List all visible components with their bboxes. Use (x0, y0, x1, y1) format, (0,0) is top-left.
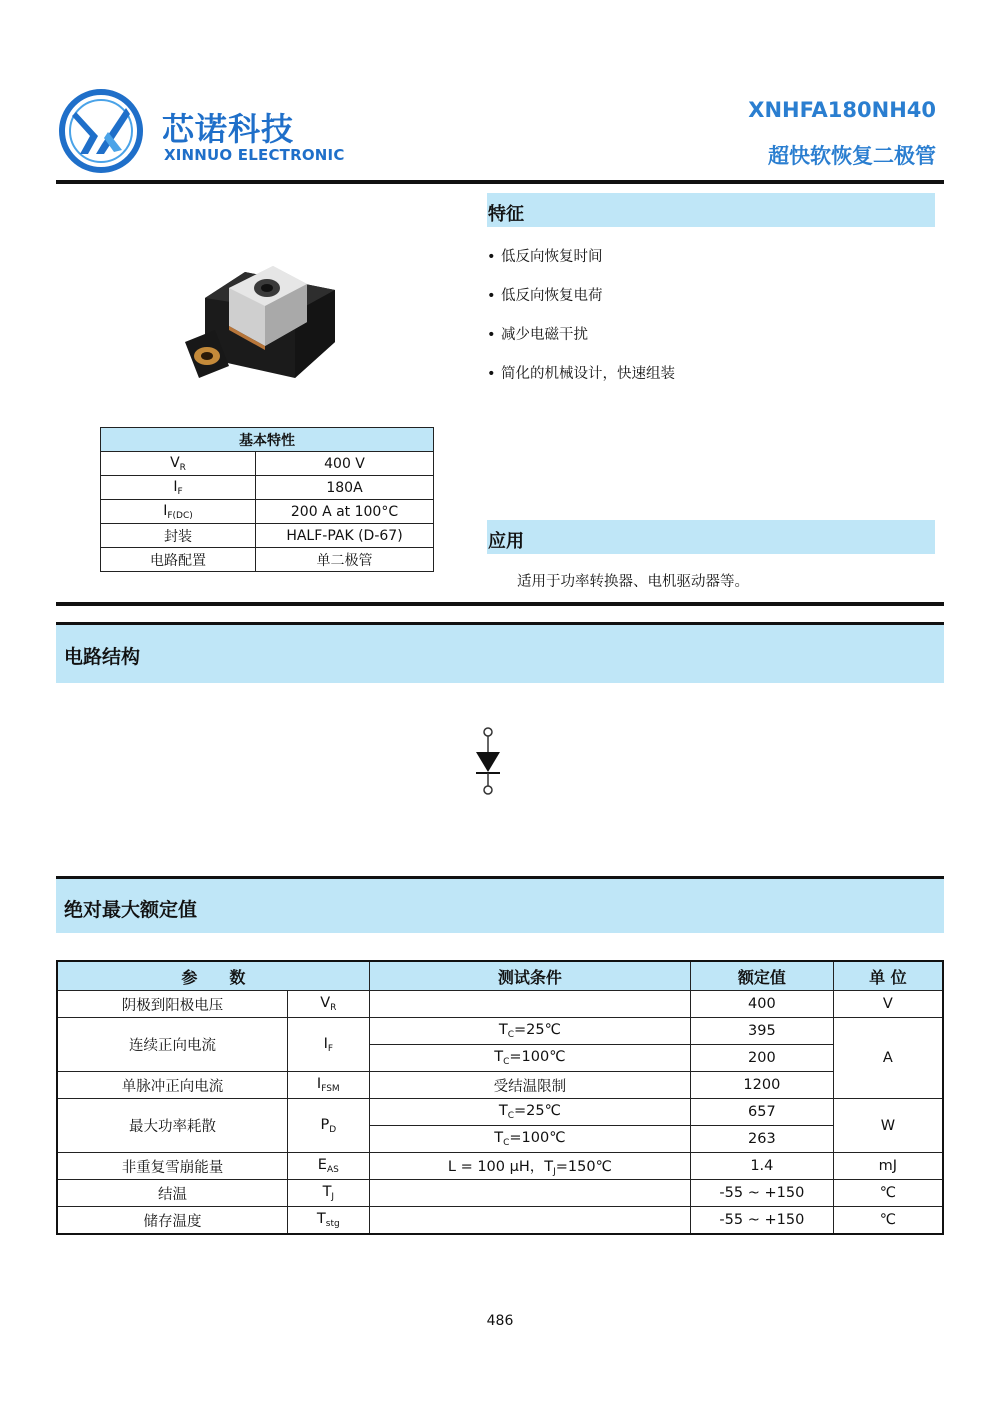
basic-ifdc-symbol: $I_{F(DC)}$ (101, 500, 256, 524)
section-rule (56, 602, 944, 606)
basic-config-value: 单二极管 (256, 548, 434, 572)
param-value: 395 (691, 1018, 834, 1045)
table-row (57, 1180, 943, 1207)
product-photo (185, 250, 350, 395)
header-rule (56, 180, 944, 184)
basic-if-value: 180A (256, 476, 434, 500)
table-row (57, 1207, 943, 1235)
header-value: 额定值 (691, 961, 834, 991)
brand-name-cn: 芯诺科技 (162, 110, 295, 148)
basic-vr-value: 400 V (256, 452, 434, 476)
list-item: • 低反向恢复时间 (487, 249, 603, 265)
param-name: 单脉冲正向电流 (57, 1072, 287, 1099)
param-unit: mJ (833, 1153, 943, 1180)
table-row (101, 524, 434, 548)
param-name: 储存温度 (57, 1207, 287, 1235)
param-value: 263 (691, 1126, 834, 1153)
param-value: 1.4 (691, 1153, 834, 1180)
param-condition (369, 991, 690, 1018)
applications-text: 适用于功率转换器、电机驱动器等。 (517, 574, 749, 590)
param-value: 657 (691, 1099, 834, 1126)
basic-config-label: 电路配置 (101, 548, 256, 572)
param-name: 结温 (57, 1180, 287, 1207)
features-list (487, 246, 675, 402)
param-condition: $T_C=25℃$ (369, 1018, 690, 1045)
param-value: 1200 (691, 1072, 834, 1099)
param-symbol: $T_J$ (287, 1180, 369, 1207)
param-condition (369, 1180, 690, 1207)
table-row (57, 991, 943, 1018)
param-symbol: $E_{AS}$ (287, 1153, 369, 1180)
header-param: 参 数 (57, 961, 369, 991)
part-description: 超快软恢复二极管 (768, 144, 936, 168)
list-item: • 简化的机械设计，快速组装 (487, 366, 675, 382)
diode-symbol (470, 722, 506, 798)
table-row (101, 500, 434, 524)
header-unit: 单 位 (833, 961, 943, 991)
basic-characteristics-table (100, 427, 434, 572)
param-name: 最大功率耗散 (57, 1099, 287, 1153)
param-name: 阴极到阳极电压 (57, 991, 287, 1018)
features-title: 特征 (488, 204, 524, 225)
list-item: • 减少电磁干扰 (487, 327, 588, 343)
param-symbol: $P_D$ (287, 1099, 369, 1153)
circuit-title: 电路结构 (64, 646, 141, 668)
param-value: 200 (691, 1045, 834, 1072)
table-row (101, 548, 434, 572)
ratings-title: 绝对最大额定值 (64, 899, 198, 921)
basic-ifdc-value: 200 A at 100°C (256, 500, 434, 524)
param-symbol: $I_F$ (287, 1018, 369, 1072)
company-logo (58, 88, 144, 174)
table-row (57, 1018, 943, 1045)
table-row (101, 476, 434, 500)
header-condition: 测试条件 (369, 961, 690, 991)
table-row (57, 1153, 943, 1180)
param-unit: ℃ (833, 1207, 943, 1235)
param-symbol: $V_R$ (287, 991, 369, 1018)
basic-package-value: HALF-PAK (D-67) (256, 524, 434, 548)
table-row (57, 1099, 943, 1126)
list-item: • 低反向恢复电荷 (487, 288, 603, 304)
param-symbol: $I_{FSM}$ (287, 1072, 369, 1099)
part-number: XNHFA180NH40 (748, 98, 936, 122)
param-name: 连续正向电流 (57, 1018, 287, 1072)
param-symbol: $T_{stg}$ (287, 1207, 369, 1235)
param-value: -55 ~ +150 (691, 1207, 834, 1235)
param-unit: A (833, 1018, 943, 1099)
param-condition: 受结温限制 (369, 1072, 690, 1099)
page-number: 486 (486, 1313, 514, 1329)
applications-title: 应用 (488, 531, 524, 552)
param-unit: V (833, 991, 943, 1018)
param-condition: L = 100 μH，$T_J=150℃$ (369, 1153, 690, 1180)
features-bar (487, 193, 935, 227)
param-condition: $T_C=25℃$ (369, 1099, 690, 1126)
table-row (101, 452, 434, 476)
basic-if-symbol: $I_F$ (101, 476, 256, 500)
ratings-table (56, 960, 944, 1235)
param-condition: $T_C=100℃$ (369, 1045, 690, 1072)
basic-package-label: 封装 (101, 524, 256, 548)
param-value: 400 (691, 991, 834, 1018)
param-condition (369, 1207, 690, 1235)
basic-table-title: 基本特性 (101, 428, 434, 452)
param-unit: ℃ (833, 1180, 943, 1207)
param-value: -55 ~ +150 (691, 1180, 834, 1207)
circuit-bar (56, 625, 944, 683)
table-row (57, 1072, 943, 1099)
applications-bar (487, 520, 935, 554)
param-name: 非重复雪崩能量 (57, 1153, 287, 1180)
basic-vr-symbol: $V_R$ (101, 452, 256, 476)
brand-name-en: XINNUO ELECTRONIC (164, 146, 345, 164)
param-unit: W (833, 1099, 943, 1153)
param-condition: $T_C=100℃$ (369, 1126, 690, 1153)
